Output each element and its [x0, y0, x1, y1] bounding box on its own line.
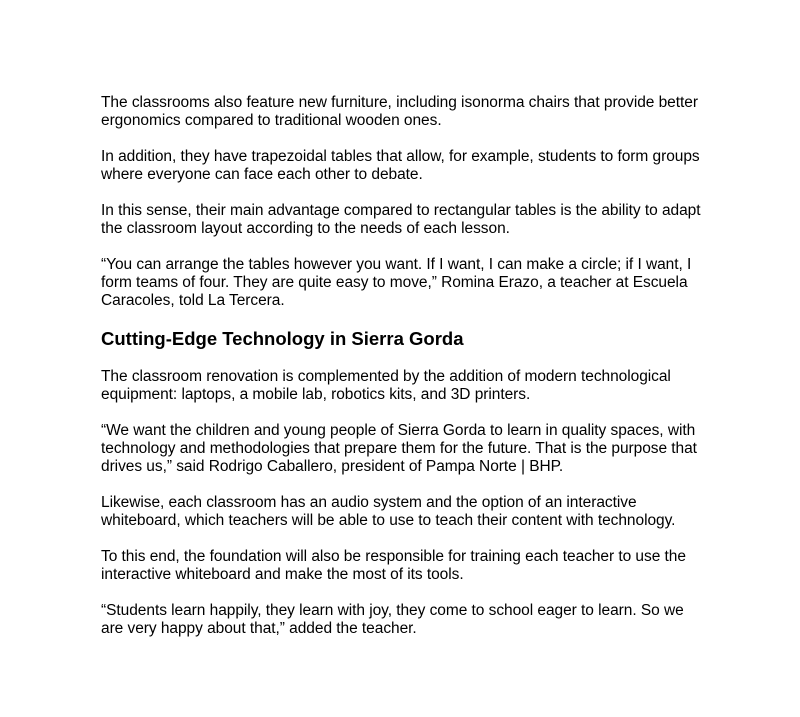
paragraph-closing-quote: “Students learn happily, they learn with joy, they come to school eager to learn. So we are very happy about that,” added the teacher. [101, 602, 684, 637]
paragraph-layout-advantage: In this sense, their main advantage compared to rectangular tables is the ability to adapt the classroom layout according to the needs of each lesson. [101, 202, 701, 237]
section-heading: Cutting-Edge Technology in Sierra Gorda [101, 328, 464, 349]
paragraph-audio-whiteboard: Likewise, each classroom has an audio system and the option of an interactive whiteboard, which teachers will be able to use to teach their content with technology. [101, 494, 676, 529]
paragraph-president-quote: “We want the children and young people of Sierra Gorda to learn in quality spaces, with technology and methodologies that prepare them for the future. That is the purpose that drives us,” said Rodrigo Caballero, president of Pampa Norte | BHP. [101, 422, 697, 475]
paragraph-trapezoidal-tables: In addition, they have trapezoidal tables that allow, for example, students to form groups where everyone can face each other to debate. [101, 148, 700, 183]
paragraph-equipment: The classroom renovation is complemented by the addition of modern technological equipment: laptops, a mobile lab, robotics kits, and 3D printers. [101, 368, 671, 403]
paragraph-training: To this end, the foundation will also be responsible for training each teacher to use the interactive whiteboard and make the most of its tools. [101, 548, 686, 583]
paragraph-teacher-quote: “You can arrange the tables however you want. If I want, I can make a circle; if I want, I form teams of four. They are quite easy to move,” Romina Erazo, a teacher at Escuela Caracoles, told La Tercera. [101, 256, 692, 309]
paragraph-furniture: The classrooms also feature new furniture, including isonorma chairs that provide better ergonomics compared to traditional wooden ones. [101, 94, 698, 129]
